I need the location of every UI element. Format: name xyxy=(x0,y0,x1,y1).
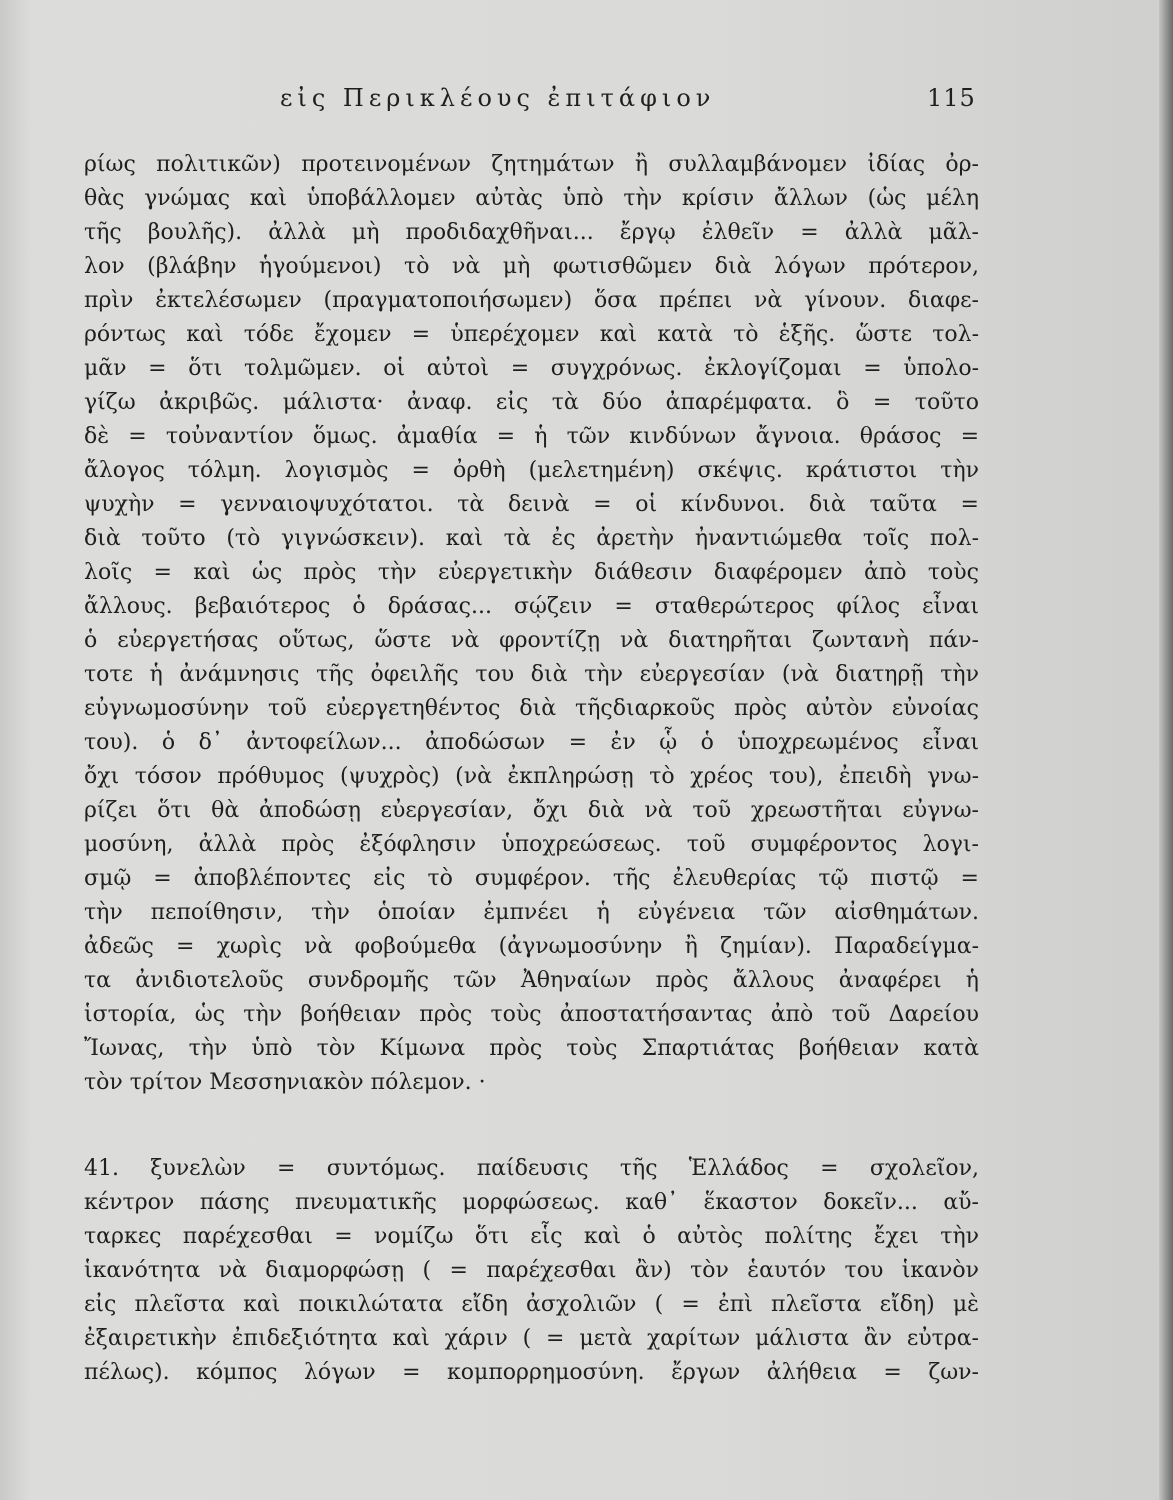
text-line: 41. ξυνελὼν = συντόμως. παίδευσις τῆς Ἑλλάδος = σχολεῖον, xyxy=(84,1156,979,1181)
page-edge-shadow xyxy=(1159,0,1173,1500)
paragraph-gap xyxy=(84,1100,979,1152)
page-number: 115 xyxy=(927,84,976,112)
text-line: ταρκες παρέχεσθαι = νομίζω ὅτι εἷς καὶ ὁ αὐτὸς πολίτης ἔχει τὴν xyxy=(84,1224,979,1249)
text-line: τὸν τρίτον Μεσσηνιακὸν πόλεμον. · xyxy=(84,1070,486,1095)
text-line: τα ἀνιδιοτελοῦς συνδρομῆς τῶν Ἀθηναίων πρὸς ἄλλους ἀναφέρει ἡ xyxy=(84,968,979,993)
text-line: δὲ = τοὐναντίον ὅμως. ἀμαθία = ἡ τῶν κινδύνων ἄγνοια. θράσος = xyxy=(84,424,979,449)
text-line: πέλως). κόμπος λόγων = κομπορρημοσύνη. ἔργων ἀλήθεια = ζων- xyxy=(84,1360,979,1385)
text-line: θὰς γνώμας καὶ ὑποβάλλομεν αὐτὰς ὑπὸ τὴν κρίσιν ἄλλων (ὡς μέλη xyxy=(84,186,979,211)
text-line: διὰ τοῦτο (τὸ γιγνώσκειν). καὶ τὰ ἐς ἀρετὴν ἠναντιώμεθα τοῖς πολ- xyxy=(84,526,979,551)
text-line: ὁ εὐεργετήσας οὕτως, ὥστε νὰ φροντίζῃ νὰ διατηρῆται ζωντανὴ πάν- xyxy=(84,628,979,653)
text-line: ἀδεῶς = χωρὶς νὰ φοβούμεθα (ἀγνωμοσύνην ἢ ζημίαν). Παραδείγμα- xyxy=(84,934,979,959)
text-line: εἰς πλεῖστα καὶ ποικιλώτατα εἴδη ἀσχολιῶν ( = ἐπὶ πλεῖστα εἴδη) μὲ xyxy=(84,1292,979,1317)
text-line: ἄλλους. βεβαιότερος ὁ δράσας... σῴζειν = σταθερώτερος φίλος εἶναι xyxy=(84,594,979,619)
text-line: γίζω ἀκριβῶς. μάλιστα· ἀναφ. εἰς τὰ δύο ἀπαρέμφατα. ὃ = τοῦτο xyxy=(84,390,979,415)
text-line: τὴν πεποίθησιν, τὴν ὁποίαν ἐμπνέει ἡ εὐγένεια τῶν αἰσθημάτων. xyxy=(84,900,979,925)
text-line: τῆς βουλῆς). ἀλλὰ μὴ προδιδαχθῆναι... ἔργῳ ἐλθεῖν = ἀλλὰ μᾶλ- xyxy=(84,220,979,245)
text-line: ρίζει ὅτι θὰ ἀποδώσῃ εὐεργεσίαν, ὄχι διὰ νὰ τοῦ χρεωστῆται εὐγνω- xyxy=(84,798,979,823)
running-title: εἰς Περικλέους ἐπιτάφιον xyxy=(280,84,716,112)
text-line: μᾶν = ὅτι τολμῶμεν. οἱ αὐτοὶ = συγχρόνως. ἐκλογίζομαι = ὑπολο- xyxy=(84,356,979,381)
text-line: τοτε ἡ ἀνάμνησις τῆς ὀφειλῆς του διὰ τὴν εὐεργεσίαν (νὰ διατηρῇ τὴν xyxy=(84,662,979,687)
text-line: Ἴωνας, τὴν ὑπὸ τὸν Κίμωνα πρὸς τοὺς Σπαρτιάτας βοήθειαν κατὰ xyxy=(84,1036,979,1061)
text-line: ρόντως καὶ τόδε ἔχομεν = ὑπερέχομεν καὶ κατὰ τὸ ἑξῆς. ὥστε τολ- xyxy=(84,322,979,347)
page-header xyxy=(0,82,1173,122)
main-text xyxy=(84,148,979,1390)
text-line: του). ὁ δ᾽ ἀντοφείλων... ἀποδώσων = ἐν ᾧ ὁ ὑποχρεωμένος εἶναι xyxy=(84,730,979,755)
text-line: λον (βλάβην ἡγούμενοι) τὸ νὰ μὴ φωτισθῶμεν διὰ λόγων πρότερον, xyxy=(84,254,979,279)
text-line: πρὶν ἐκτελέσωμεν (πραγματοποιήσωμεν) ὅσα πρέπει νὰ γίνουν. διαφε- xyxy=(84,288,979,313)
text-line: κέντρον πάσης πνευματικῆς μορφώσεως. καθ᾽ ἕκαστον δοκεῖν... αὔ- xyxy=(84,1190,979,1215)
text-line: μοσύνη, ἀλλὰ πρὸς ἐξόφλησιν ὑποχρεώσεως. τοῦ συμφέροντος λογι- xyxy=(84,832,979,857)
text-line: ἱστορία, ὡς τὴν βοήθειαν πρὸς τοὺς ἀποστατήσαντας ἀπὸ τοῦ Δαρείου xyxy=(84,1002,979,1027)
text-line: ὄχι τόσον πρόθυμος (ψυχρὸς) (νὰ ἐκπληρώσῃ τὸ χρέος του), ἐπειδὴ γνω- xyxy=(84,764,979,789)
text-line: σμῷ = ἀποβλέποντες εἰς τὸ συμφέρον. τῆς ἐλευθερίας τῷ πιστῷ = xyxy=(84,866,979,891)
text-line: εὐγνωμοσύνην τοῦ εὐεργετηθέντος διὰ τῆςδιαρκοῦς πρὸς αὐτὸν εὐνοίας xyxy=(84,696,979,721)
text-line: ρίως πολιτικῶν) προτεινομένων ζητημάτων ἢ συλλαμβάνομεν ἰδίας ὀρ- xyxy=(84,152,979,177)
text-line: λοῖς = καὶ ὡς πρὸς τὴν εὐεργετικὴν διάθεσιν διαφέρομεν ἀπὸ τοὺς xyxy=(84,560,979,585)
text-line: ἱκανότητα νὰ διαμορφώσῃ ( = παρέχεσθαι ἂν) τὸν ἑαυτόν του ἱκανὸν xyxy=(84,1258,979,1283)
text-line: ἐξαιρετικὴν ἐπιδεξιότητα καὶ χάριν ( = μετὰ χαρίτων μάλιστα ἂν εὐτρα- xyxy=(84,1326,979,1351)
text-line: ψυχὴν = γενναιοψυχότατοι. τὰ δεινὰ = οἱ κίνδυνοι. διὰ ταῦτα = xyxy=(84,492,979,517)
text-line: ἄλογος τόλμη. λογισμὸς = ὀρθὴ (μελετημένη) σκέψις. κράτιστοι τὴν xyxy=(84,458,979,483)
